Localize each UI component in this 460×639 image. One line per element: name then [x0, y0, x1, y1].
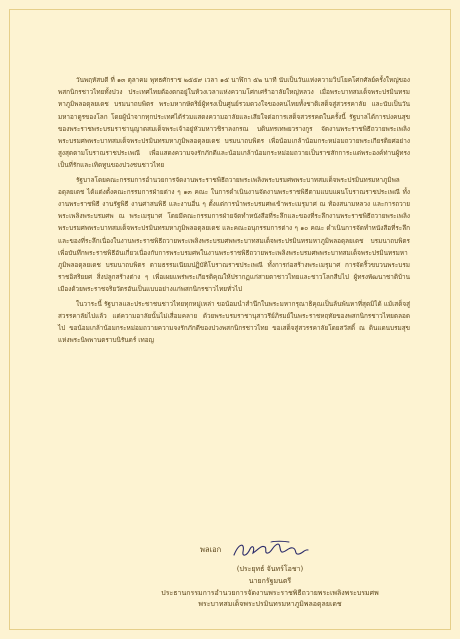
committee-title-line-2: พระบาทสมเด็จพระปรมินทรมหาภูมิพลอดุลยเดช	[198, 600, 342, 609]
paragraph-3: ในวาระนี้ รัฐบาลและประชาชนชาวไทยทุกหมู่เหล่า ขอน้อมนำสำนึกในพระมหากรุณาธิคุณเป็นล้นพ้นหาที่สุดมิได้ แม้เสด็จสู่สวรรคาลัยไปแล้ว แต่ความอาลัยนั้นไม่เสื่อมคลาย ด้วยพระบรมราชานุสาวรีย์ภิรมย์ในพระราชหฤทัยของพสกนิกรชาวไทยตลอดไป ขอน้อมเกล้าน้อมกระหม่อมถวายความจงรักภักดีของปวงพสกนิกรชาวไทย ขอเสด็จสู่สวรรคาลัยโดยสวัสดิ์ ณ ดินแดนบรมสุขแห่งพระนิพพานตราบนิรันดร์ เทอญ	[58, 299, 410, 345]
signature-row	[200, 539, 311, 561]
signatory-title: นายกรัฐมนตรี	[248, 576, 292, 585]
signatory-block	[120, 564, 420, 611]
paragraph-1: วันพฤหัสบดี ที่ ๑๓ ตุลาคม พุทธศักราช ๒๕๕๙ เวลา ๑๕ นาฬิกา ๕๒ นาที นับเป็นวันแห่งความวิปโยคโศกศัลย์ครั้งใหญ่ของพสกนิกรชาวไทยทั้งปวง ประเทศไทยต้องตกอยู่ในห้วงเวลาแห่งความโศกเศร้าอาลัยใหญ่หลวง เมื่อพระบาทสมเด็จพระปรมินทรมหาภูมิพลอดุลยเดช บรมนาถบพิตร พระมหากษัตริย์ผู้ทรงเป็นศูนย์รวมดวงใจของคนไทยทั้งชาติเสด็จสู่สวรรคาลัย และนับเป็นวันมหาอาดูรของโลก โดยผู้นำจากทุกประเทศได้ร่วมแสดงความอาลัยและเสียใจต่อการเสด็จสวรรคตในครั้งนี้ รัฐบาลได้การบ่งคนสุขของพระราชพระบรมราชานุญาตสมเด็จพระเจ้าอยู่หัวมหาวชิราลงกรณ บดินทรเทพยวรางกูร จัดงานพระราชพิธีถวายพระเพลิงพระบรมศพพระบาทสมเด็จพระปรมินทรมหาภูมิพลอดุลยเดช บรมนาถบพิตร เพื่อน้อมเกล้าน้อมกระหม่อมถวายพระเกียรติยศอย่างสูงสุดตามโบราณราชประเพณี เพื่อแสดงความจงรักภักดีและน้อมเกล้าน้อมกระหม่อมถวายเป็นราชสักการะแด่พระองค์ท่านผู้ทรงเป็นที่รักและเทิดทูนของปวงชนชาวไทย	[58, 76, 410, 170]
handwritten-signature	[231, 539, 311, 561]
letter-body	[58, 74, 410, 348]
paragraph-2: รัฐบาลโดยคณะกรรมการอำนวยการจัดงานพระราชพิธีถวายพระเพลิงพระบรมศพพระบาทสมเด็จพระปรมินทรมหาภูมิพลอดุลยเดช ได้แต่งตั้งคณะกรรมการฝ่ายต่าง ๆ ๑๓ คณะ ในการดำเนินงานจัดงานพระราชพิธีตามแบบแผนโบราณราชประเพณี ทั้งงานพระราชพิธี งานรัฐพิธี งานศาสนพิธี และงานอื่น ๆ ตั้งแต่การนำพระบรมศพเข้าพระเมรุมาศ ณ ท้องสนามหลวง และการถวายพระเพลิงพระบรมศพ ณ พระเมรุมาศ โดยมีคณะกรรมการฝ่ายจัดทำหนังสือที่ระลึกและของที่ระลึกงานพระราชพิธีถวายพระเพลิงพระบรมศพพระบาทสมเด็จพระปรมินทรมหาภูมิพลอดุลยเดช และคณะอนุกรรมการต่าง ๆ ๑๐ คณะ ดำเนินการจัดทำหนังสือที่ระลึกและของที่ระลึกเนื่องในงานพระราชพิธีถวายพระเพลิงพระบรมศพพระบาทสมเด็จพระปรมินทรมหาภูมิพลอดุลยเดช บรมนาถบพิตร เพื่อบันทึกพระราชพิธีอันเกี่ยวเนื่องกับการพระบรมศพในงานพระราชพิธีถวายพระเพลิงพระบรมศพพระบาทสมเด็จพระปรมินทรมหาภูมิพลอดุลยเดช บรมนาถบพิตร ตามธรรมเนียมปฏิบัติโบราณราชประเพณี ทั้งการก่อสร้างพระเมรุมาศ การจัดริ้วขบวนพระบรมราชอิสริยยศ สิ่งปลูกสร้างต่าง ๆ เพื่อเผยแพร่พระเกียรติคุณให้ปรากฏแก่สายตาชาวไทยและชาวโลกสืบไป ผู้ทรงพัฒนาชาติบ้านเมืองด้วยพระราชจริยวัตรอันเป็นแบบอย่างแก่พสกนิกรชาวไทยทั่วไป	[58, 175, 410, 294]
signatory-name: (ประยุทธ์ จันทร์โอชา)	[236, 565, 304, 573]
committee-title-line: ประธานกรรมการอำนวยการจัดงานพระราชพิธีถวายพระเพลิงพระบรมศพ	[161, 588, 379, 597]
rank-label: พลเอก	[200, 545, 222, 554]
